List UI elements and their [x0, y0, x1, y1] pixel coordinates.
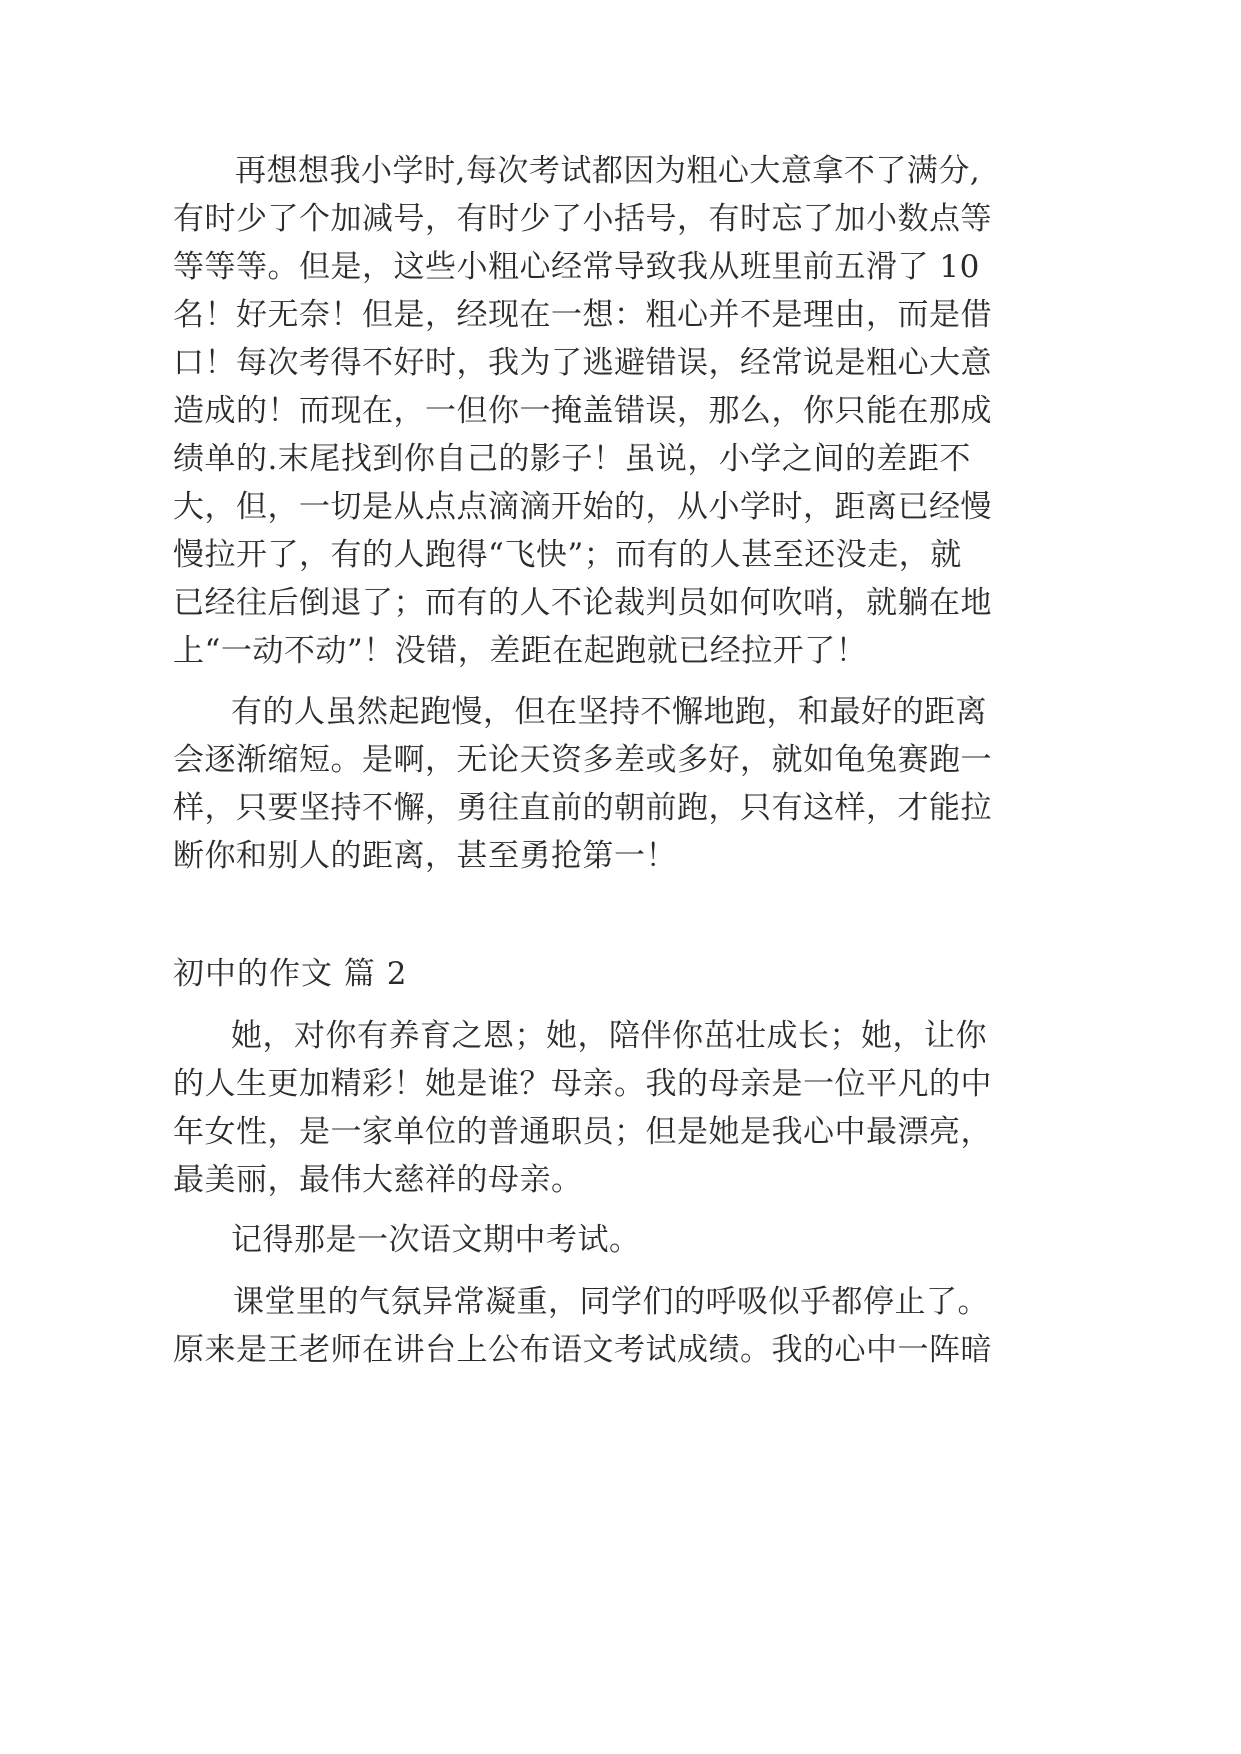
paragraph-5-line-1: 课堂里的气氛异常凝重，同学们的呼吸似乎都停止了。 — [233, 1284, 989, 1320]
paragraph-1-line-9: 慢拉开了，有的人跑得“飞快”；而有的人甚至还没走，就 — [173, 537, 962, 573]
paragraph-2-line-4: 断你和别人的距离，甚至勇抢第一！ — [173, 838, 677, 874]
paragraph-1-line-6: 造成的！而现在，一但你一掩盖错误，那么，你只能在那成 — [173, 393, 992, 429]
paragraph-3-line-3: 年女性，是一家单位的普通职员；但是她是我心中最漂亮， — [173, 1114, 992, 1150]
paragraph-2-line-3: 样，只要坚持不懈，勇往直前的朝前跑，只有这样，才能拉 — [173, 790, 992, 826]
paragraph-3-line-2: 的人生更加精彩！她是谁？母亲。我的母亲是一位平凡的中 — [173, 1066, 992, 1102]
paragraph-1-line-7: 绩单的.末尾找到你自己的影子！虽说，小学之间的差距不 — [173, 441, 971, 477]
section-heading: 初中的作文 篇 2 — [173, 956, 408, 992]
paragraph-1-line-4: 名！好无奈！但是，经现在一想：粗心并不是理由，而是借 — [173, 297, 992, 333]
paragraph-1-line-5: 口！每次考得不好时，我为了逃避错误，经常说是粗心大意 — [173, 345, 992, 381]
paragraph-1-line-1: 再想想我小学时,每次考试都因为粗心大意拿不了满分, — [235, 153, 981, 189]
paragraph-2-line-2: 会逐渐缩短。是啊，无论天资多差或多好，就如龟兔赛跑一 — [173, 742, 992, 778]
paragraph-5-line-2: 原来是王老师在讲台上公布语文考试成绩。我的心中一阵暗 — [173, 1332, 992, 1368]
paragraph-1-line-11: 上“一动不动”！没错，差距在起跑就已经拉开了！ — [173, 633, 868, 669]
paragraph-1-line-3: 等等等。但是，这些小粗心经常导致我从班里前五滑了 10 — [173, 249, 980, 285]
paragraph-1-line-2: 有时少了个加减号，有时少了小括号，有时忘了加小数点等 — [173, 201, 992, 237]
paragraph-3-line-4: 最美丽，最伟大慈祥的母亲。 — [173, 1162, 583, 1198]
paragraph-4-line-1: 记得那是一次语文期中考试。 — [231, 1222, 641, 1258]
paragraph-1-line-8: 大，但，一切是从点点滴滴开始的，从小学时，距离已经慢 — [173, 489, 992, 525]
paragraph-2-line-1: 有的人虽然起跑慢，但在坚持不懈地跑，和最好的距离 — [231, 694, 987, 730]
paragraph-3-line-1: 她，对你有养育之恩；她，陪伴你茁壮成长；她，让你 — [231, 1018, 987, 1054]
paragraph-1-line-10: 已经往后倒退了；而有的人不论裁判员如何吹哨，就躺在地 — [173, 585, 992, 621]
